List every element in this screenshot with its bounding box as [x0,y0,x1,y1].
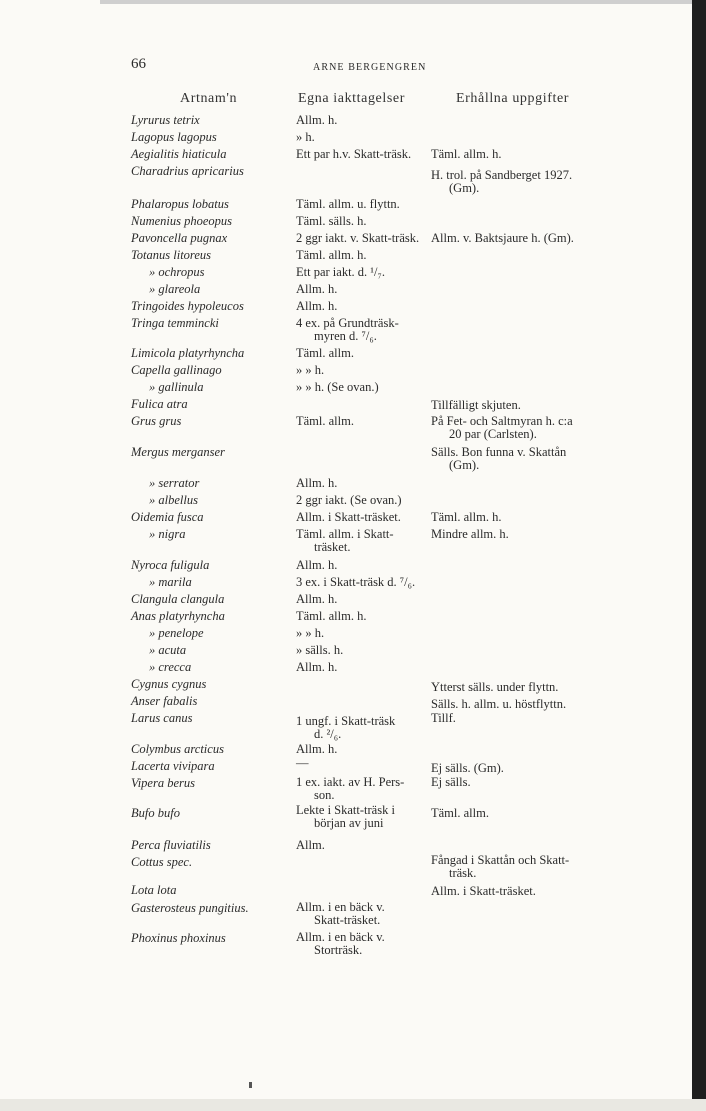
species-name: Anas platyrhyncha [131,609,225,623]
species-name: Lota lota [131,883,177,897]
received-info-text: Mindre allm. h. [431,527,509,541]
own-observation-text: 3 ex. i Skatt-träsk d. ⁷/₆. [296,575,416,589]
page-number: 66 [131,56,146,72]
received-info-text: Allm. i Skatt-träsket. [431,884,536,898]
species-name: » penelope [149,626,204,640]
species-name: Colymbus arcticus [131,742,224,756]
own-observation-text: » h. [296,130,315,144]
own-observation-text: Täml. allm. [296,346,354,360]
own-observation-text: Täml. allm. i Skatt- [296,527,394,541]
received-info-text: Sälls. h. allm. u. höstflyttn. [431,697,567,711]
own-observation-text: 2 ggr iakt. v. Skatt-träsk. [296,231,420,245]
received-info-text: På Fet- och Saltmyran h. c:a [431,414,573,428]
own-observation-text: Allm. h. [296,660,338,674]
own-observation-text: Skatt-träsket. [314,913,381,927]
species-name: Vipera berus [131,776,195,790]
scan-border-right [692,0,706,1111]
species-name: » albellus [149,493,198,507]
own-observation-text: Allm. h. [296,558,338,572]
species-name: » serrator [149,476,200,490]
species-name: Clangula clangula [131,592,225,606]
own-observation-text: son. [314,788,335,802]
received-info-text: Ej sälls. [431,775,471,789]
species-name: Tringa temmincki [131,316,219,330]
received-info-text: Ytterst sälls. under flyttn. [431,680,559,694]
received-info-text: Allm. v. Baktsjaure h. (Gm). [431,231,574,245]
column-header-own-observations: Egna iakttagelser [298,91,405,106]
own-observation-text: Allm. h. [296,299,338,313]
species-name: Gasterosteus pungitius. [131,901,249,915]
species-name: Charadrius apricarius [131,164,244,178]
received-info-text: (Gm). [449,181,480,195]
scan-border-top [100,0,692,4]
species-name: Limicola platyrhyncha [131,346,245,360]
received-info-text: Ej sälls. (Gm). [431,761,504,775]
species-name: Anser fabalis [131,694,198,708]
own-observation-text: 4 ex. på Grundträsk- [296,316,399,330]
received-info-text: Fångad i Skattån och Skatt- [431,853,570,867]
species-name: » ochropus [149,265,205,279]
species-name: » gallinula [149,380,204,394]
received-info-text: Täml. allm. h. [431,147,502,161]
own-observation-text: myren d. ⁷/₆. [314,329,377,343]
own-observation-text: » » h. [296,363,325,377]
own-observation-text: Täml. allm. u. flyttn. [296,197,400,211]
own-observation-text: d. ²/₆. [314,727,342,741]
scan-border-bottom [0,1099,706,1111]
species-name: Fulica atra [131,397,188,411]
species-name: Tringoides hypoleucos [131,299,244,313]
own-observation-text: Allm. h. [296,113,338,127]
species-name: Cygnus cygnus [131,677,207,691]
own-observation-text: början av juni [314,816,384,830]
column-header-received-information: Erhållna uppgifter [456,91,570,106]
species-name: » marila [149,575,192,589]
species-name: » acuta [149,643,187,657]
own-observation-text: Lekte i Skatt-träsk i [296,803,395,817]
received-info-text: Tillf. [431,711,456,725]
species-name: » nigra [149,527,186,541]
species-name: Lacerta vivipara [131,759,215,773]
species-name: Totanus litoreus [131,248,211,262]
own-observation-text: Allm. h. [296,742,338,756]
own-observation-text: Allm. h. [296,282,338,296]
own-observation-text: » sälls. h. [296,643,344,657]
species-name: Capella gallinago [131,363,222,377]
received-info-text: 20 par (Carlsten). [449,427,537,441]
received-info-text: Täml. allm. [431,806,489,820]
own-observation-text: Täml. allm. [296,414,354,428]
own-observation-text: 2 ggr iakt. (Se ovan.) [296,493,402,507]
own-observation-text: Allm. h. [296,476,338,490]
species-name: Lyrurus tetrix [131,113,200,127]
species-name: Numenius phoeopus [131,214,233,228]
species-name: Larus canus [131,711,193,725]
species-name: Oidemia fusca [131,510,204,524]
species-name: Pavoncella pugnax [131,231,228,245]
species-name: » crecca [149,660,192,674]
own-observation-text: » » h. [296,626,325,640]
received-info-text: Tillfälligt skjuten. [431,398,521,412]
received-info-text: (Gm). [449,458,480,472]
running-head: ARNE BERGENGREN [313,62,427,73]
received-info-text: Täml. allm. h. [431,510,502,524]
species-name: Bufo bufo [131,806,180,820]
species-name: Aegialitis hiaticula [131,147,227,161]
own-observation-text: Allm. i en bäck v. [296,930,385,944]
own-observation-text: Allm. [296,838,325,852]
own-observation-text: Täml. allm. h. [296,248,367,262]
species-name: Lagopus lagopus [131,130,217,144]
own-observation-text: 1 ex. iakt. av H. Pers- [296,775,405,789]
column-header-species: Artnam'n [180,91,238,106]
received-info-text: Sälls. Bon funna v. Skattån [431,445,567,459]
species-name: Cottus spec. [131,855,193,869]
own-observation-text: Allm. h. [296,592,338,606]
species-name: » glareola [149,282,201,296]
species-name: Mergus merganser [131,445,225,459]
received-info-text: H. trol. på Sandberget 1927. [431,168,573,182]
species-name: Perca fluviatilis [131,838,211,852]
species-name: Grus grus [131,414,182,428]
own-observation-text: Storträsk. [314,943,363,957]
own-observation-text: » » h. (Se ovan.) [296,380,379,394]
own-observation-text: Täml. allm. h. [296,609,367,623]
species-name: Nyroca fuligula [131,558,210,572]
own-observation-text: — [296,756,309,770]
species-name: Phalaropus lobatus [131,197,229,211]
own-observation-text: Täml. sälls. h. [296,214,367,228]
scan-speck [249,1082,252,1088]
own-observation-text: Ett par iakt. d. ¹/₇. [296,265,385,279]
species-name: Phoxinus phoxinus [131,931,226,945]
received-info-text: träsk. [449,866,477,880]
own-observation-text: Ett par h.v. Skatt-träsk. [296,147,412,161]
own-observation-text: träsket. [314,540,351,554]
own-observation-text: 1 ungf. i Skatt-träsk [296,714,396,728]
own-observation-text: Allm. i en bäck v. [296,900,385,914]
own-observation-text: Allm. i Skatt-träsket. [296,510,401,524]
